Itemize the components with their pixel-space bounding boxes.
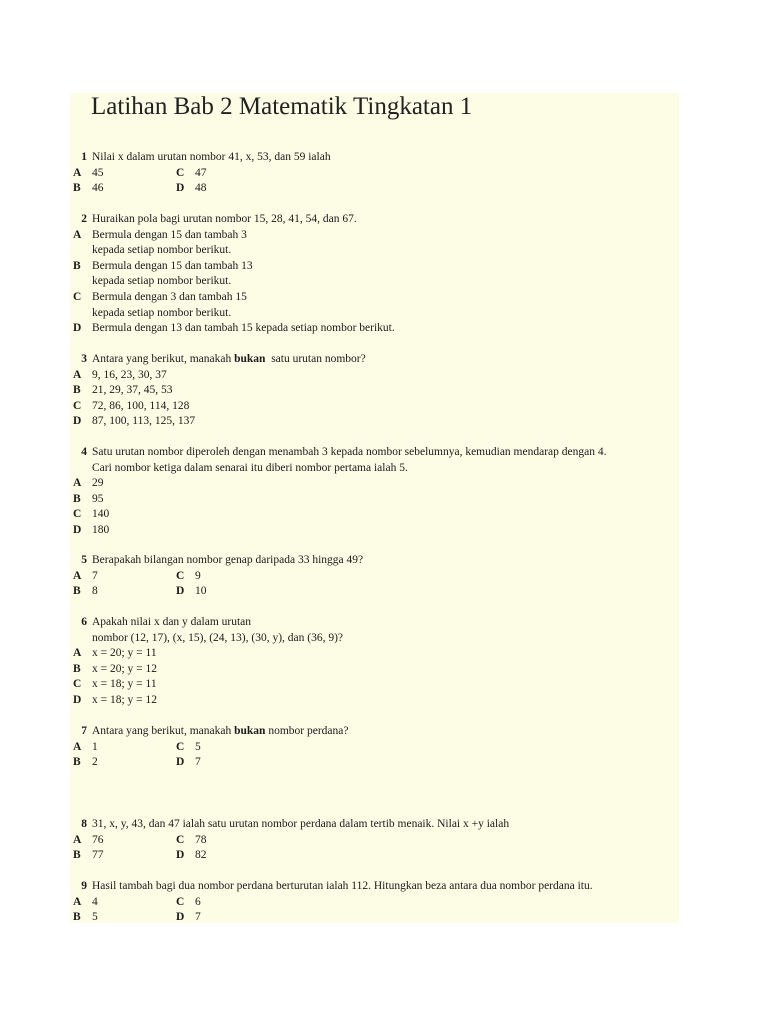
option-a: 29 bbox=[92, 477, 104, 490]
option-a: 76 bbox=[92, 833, 104, 846]
question-6: 6 Apakah nilai x dan y dalam urutan nombor (12, 17), (x, 15), (24, 13), (30, y), dan (36, 9)? A x = 20; y = 11 B x = 20; y = 12 C x = 18; y = 11 D x = 18; y = 12 bbox=[70, 615, 343, 709]
option-c: 9 bbox=[195, 569, 201, 582]
option-a: x = 20; y = 11 bbox=[92, 647, 157, 660]
option-d: 82 bbox=[195, 849, 207, 862]
question-8: 8 31, x, y, 43, dan 47 ialah satu urutan nombor perdana dalam tertib menaik. Nilai x +y ialah A 76 C 78 B 77 D 82 bbox=[70, 817, 509, 864]
option-d: 180 bbox=[92, 523, 110, 536]
option-b: x = 20; y = 12 bbox=[92, 662, 158, 675]
option-b: 8 bbox=[92, 585, 98, 598]
option-b: 21, 29, 37, 45, 53 bbox=[92, 384, 173, 397]
option-c: 6 bbox=[195, 895, 201, 908]
option-c: 140 bbox=[92, 508, 110, 521]
question-text: Antara yang berikut, manakah bukan satu urutan nombor? bbox=[92, 353, 366, 365]
question-text: Berapakah bilangan nombor genap daripada 33 hingga 49? bbox=[92, 554, 364, 566]
option-c: x = 18; y = 11 bbox=[92, 678, 157, 691]
option-a: 45 bbox=[92, 166, 104, 179]
question-text: Apakah nilai x dan y dalam urutan bbox=[92, 616, 252, 628]
option-a: 4 bbox=[92, 895, 98, 908]
question-4: 4 Satu urutan nombor diperoleh dengan menambah 3 kepada nombor sebelumnya, kemudian mendarap dengan 4. Cari nombor ketiga dalam senarai itu diberi nombor pertama ialah 5. A 29 B 95 C 140 D 180 bbox=[70, 445, 606, 539]
option-c: Bermula dengan 3 dan tambah 15 bbox=[92, 290, 247, 303]
option-c: 72, 86, 100, 114, 128 bbox=[92, 399, 190, 412]
option-a: 1 bbox=[92, 740, 98, 753]
option-a: 9, 16, 23, 30, 37 bbox=[92, 368, 167, 381]
question-text: Satu urutan nombor diperoleh dengan menambah 3 kepada nombor sebelumnya, kemudian mendarap dengan 4. bbox=[92, 446, 607, 458]
question-3: 3 Antara yang berikut, manakah bukan satu urutan nombor? A 9, 16, 23, 30, 37 B 21, 29, 37, 45, 53 C 72, 86, 100, 114, 128 D 87, 100, 113, 125, 137 bbox=[70, 352, 366, 430]
option-b: 95 bbox=[92, 492, 104, 505]
question-text: Huraikan pola bagi urutan nombor 15, 28, 41, 54, dan 67. bbox=[92, 213, 357, 225]
option-d: 48 bbox=[195, 182, 207, 195]
option-b: Bermula dengan 15 dan tambah 13 bbox=[92, 259, 253, 272]
option-c: 47 bbox=[195, 166, 207, 179]
option-b: 46 bbox=[92, 182, 104, 195]
question-1: 1 Nilai x dalam urutan nombor 41, x, 53, dan 59 ialah A 45 C 47 B 46 D 48 bbox=[70, 150, 331, 197]
question-text: 31, x, y, 43, dan 47 ialah satu urutan nombor perdana dalam tertib menaik. Nilai x +y ialah bbox=[92, 818, 510, 830]
question-5: 5 Berapakah bilangan nombor genap daripada 33 hingga 49? A 7 C 9 B 8 D 10 bbox=[70, 553, 363, 600]
question-text: Nilai x dalam urutan nombor 41, x, 53, dan 59 ialah bbox=[92, 151, 331, 163]
option-d: 7 bbox=[195, 756, 201, 769]
option-d: Bermula dengan 13 dan tambah 15 kepada setiap nombor berikut. bbox=[92, 322, 395, 335]
question-text: Hasil tambah bagi dua nombor perdana berturutan ialah 112. Hitungkan beza antara dua nombor perdana itu. bbox=[92, 880, 593, 892]
option-a: 7 bbox=[92, 569, 98, 582]
option-d: x = 18; y = 12 bbox=[92, 693, 158, 706]
question-9: 9 Hasil tambah bagi dua nombor perdana berturutan ialah 112. Hitungkan beza antara dua nombor perdana itu. A 4 C 6 B 5 D 7 bbox=[70, 879, 593, 926]
option-b: 2 bbox=[92, 756, 98, 769]
option-c: 78 bbox=[195, 833, 207, 846]
question-7: 7 Antara yang berikut, manakah bukan nombor perdana? A 1 C 5 B 2 D 7 bbox=[70, 724, 348, 771]
page-title: Latihan Bab 2 Matematik Tingkatan 1 bbox=[91, 93, 473, 120]
question-2: 2 Huraikan pola bagi urutan nombor 15, 28, 41, 54, dan 67. A Bermula dengan 15 dan tambah 3 kepada setiap nombor berikut. B Bermula dengan 15 dan tambah 13 kepada setiap nombor berikut. C Bermula dengan 3 dan tambah 15 kepada setiap nombor berikut. D Bermula dengan 13 dan tambah 15 kepada setiap nombor berikut. bbox=[70, 212, 395, 337]
option-d: 10 bbox=[195, 585, 207, 598]
option-b: 77 bbox=[92, 849, 104, 862]
option-c: 5 bbox=[195, 740, 201, 753]
option-d: 87, 100, 113, 125, 137 bbox=[92, 415, 196, 428]
option-d: 7 bbox=[195, 911, 201, 924]
question-text: Antara yang berikut, manakah bukan nombor perdana? bbox=[92, 725, 349, 737]
option-b: 5 bbox=[92, 911, 98, 924]
option-a: Bermula dengan 15 dan tambah 3 bbox=[92, 228, 247, 241]
